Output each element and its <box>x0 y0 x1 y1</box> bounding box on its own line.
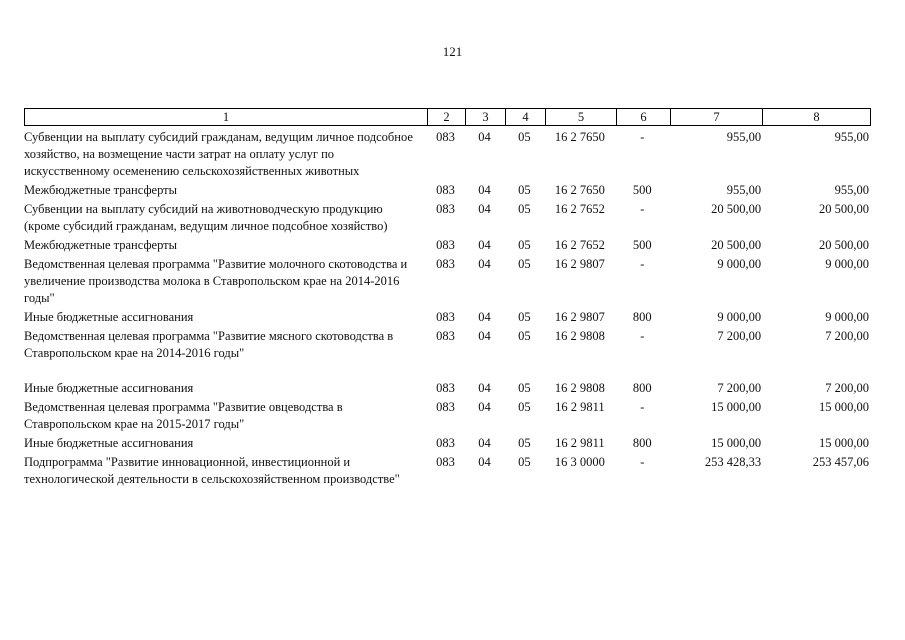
header-col-1: 1 <box>25 109 428 125</box>
row-name: Ведомственная целевая программа "Развитие молочного скотоводства и увеличение производства молока в Ставропольском крае на 2014-2016 годы" <box>24 257 408 305</box>
row-c6: - <box>640 400 645 414</box>
row-name: Межбюджетные трансферты <box>24 238 178 252</box>
row-c8: 9 000,00 <box>825 257 870 271</box>
row-c7: 955,00 <box>726 130 762 144</box>
page-number: 121 <box>442 44 463 59</box>
row-c3: 04 <box>478 436 491 450</box>
row-c4: 05 <box>518 329 531 343</box>
row-c2: 083 <box>436 257 455 271</box>
row-c4: 05 <box>518 238 531 252</box>
row-c6: 500 <box>632 238 652 252</box>
row-c8: 20 500,00 <box>819 202 870 216</box>
row-c4: 05 <box>518 381 531 395</box>
row-name: Иные бюджетные ассигнования <box>24 436 194 450</box>
table-row <box>24 380 869 397</box>
table-row <box>24 454 869 488</box>
table-row <box>24 309 869 326</box>
row-c6: 500 <box>632 183 652 197</box>
row-c2: 083 <box>436 329 455 343</box>
row-c8: 253 457,06 <box>812 455 870 469</box>
row-c5: 16 2 9808 <box>554 381 605 395</box>
row-c2: 083 <box>436 436 455 450</box>
row-c6: 800 <box>632 381 652 395</box>
header-col-7: 7 <box>671 109 763 125</box>
row-c3: 04 <box>478 310 491 324</box>
row-c4: 05 <box>518 183 531 197</box>
row-c2: 083 <box>436 238 455 252</box>
row-c5: 16 2 9807 <box>554 310 605 324</box>
row-c5: 16 2 7652 <box>554 202 605 216</box>
row-c6: - <box>640 329 645 343</box>
row-c3: 04 <box>478 257 491 271</box>
row-c6: 800 <box>632 310 652 324</box>
row-c2: 083 <box>436 310 455 324</box>
row-c8: 9 000,00 <box>825 310 870 324</box>
row-c8: 955,00 <box>834 183 870 197</box>
row-name: Субвенции на выплату субсидий гражданам, ведущим личное подсобное хозяйство, на возмещение части затрат на оплату услуг по искусственному осеменению сельскохозяйственных животных <box>24 130 413 178</box>
row-name: Ведомственная целевая программа "Развитие овцеводства в Ставропольском крае на 2015-2017 годы" <box>24 400 343 431</box>
header-col-6: 6 <box>617 109 671 125</box>
row-c8: 7 200,00 <box>825 381 870 395</box>
row-name: Ведомственная целевая программа "Развитие мясного скотоводства в Ставропольском крае на 2014-2016 годы" <box>24 329 394 360</box>
table-body <box>24 129 869 490</box>
row-name: Межбюджетные трансферты <box>24 183 178 197</box>
row-c4: 05 <box>518 257 531 271</box>
row-c7: 15 000,00 <box>711 400 762 414</box>
row-c4: 05 <box>518 436 531 450</box>
row-c3: 04 <box>478 238 491 252</box>
row-c3: 04 <box>478 130 491 144</box>
row-c2: 083 <box>436 183 455 197</box>
table-row <box>24 328 869 362</box>
row-c8: 20 500,00 <box>819 238 870 252</box>
row-name: Субвенции на выплату субсидий на животноводческую продукцию (кроме субсидий гражданам, ведущим личное подсобное хозяйство) <box>24 202 388 233</box>
row-c5: 16 2 9811 <box>555 400 605 414</box>
row-c7: 7 200,00 <box>717 329 762 343</box>
row-c5: 16 3 0000 <box>554 455 605 469</box>
row-c3: 04 <box>478 202 491 216</box>
row-c7: 9 000,00 <box>717 257 762 271</box>
table-row <box>24 435 869 452</box>
header-col-8: 8 <box>813 110 820 124</box>
row-c2: 083 <box>436 202 455 216</box>
row-c2: 083 <box>436 455 455 469</box>
row-c4: 05 <box>518 455 531 469</box>
header-col-3: 3 <box>466 109 506 125</box>
row-name: Иные бюджетные ассигнования <box>24 310 194 324</box>
row-c3: 04 <box>478 455 491 469</box>
row-c5: 16 2 7650 <box>554 130 605 144</box>
row-c5: 16 2 7652 <box>554 238 605 252</box>
row-c4: 05 <box>518 202 531 216</box>
row-c7: 253 428,33 <box>704 455 762 469</box>
row-c5: 16 2 9807 <box>554 257 605 271</box>
row-c2: 083 <box>436 130 455 144</box>
row-c4: 05 <box>518 400 531 414</box>
table-row <box>24 182 869 199</box>
table-row <box>24 256 869 307</box>
row-c6: - <box>640 257 645 271</box>
row-c7: 955,00 <box>726 183 762 197</box>
row-c7: 9 000,00 <box>717 310 762 324</box>
row-c3: 04 <box>478 183 491 197</box>
row-c7: 15 000,00 <box>711 436 762 450</box>
header-col-4: 4 <box>506 109 546 125</box>
row-spacer <box>24 364 869 380</box>
table-header <box>24 108 871 126</box>
row-c3: 04 <box>478 381 491 395</box>
row-c7: 7 200,00 <box>717 381 762 395</box>
row-c5: 16 2 7650 <box>554 183 605 197</box>
table-row <box>24 201 869 235</box>
row-c6: - <box>640 455 645 469</box>
row-c8: 955,00 <box>834 130 870 144</box>
header-col-5: 5 <box>546 109 617 125</box>
row-c3: 04 <box>478 329 491 343</box>
table-row <box>24 399 869 433</box>
row-c4: 05 <box>518 130 531 144</box>
row-c5: 16 2 9811 <box>555 436 605 450</box>
row-c6: 800 <box>632 436 652 450</box>
row-name: Подпрограмма "Развитие инновационной, инвестиционной и технологической деятельности в сельскохозяйственном производстве" <box>24 455 400 486</box>
row-c8: 15 000,00 <box>819 436 870 450</box>
row-c8: 7 200,00 <box>825 329 870 343</box>
table-row <box>24 237 869 254</box>
row-c7: 20 500,00 <box>711 202 762 216</box>
row-c7: 20 500,00 <box>711 238 762 252</box>
table-row <box>24 129 869 180</box>
header-col-2: 2 <box>428 109 466 125</box>
row-c5: 16 2 9808 <box>554 329 605 343</box>
row-name: Иные бюджетные ассигнования <box>24 381 194 395</box>
row-c2: 083 <box>436 400 455 414</box>
row-c3: 04 <box>478 400 491 414</box>
row-c8: 15 000,00 <box>819 400 870 414</box>
row-c4: 05 <box>518 310 531 324</box>
row-c2: 083 <box>436 381 455 395</box>
row-c6: - <box>640 202 645 216</box>
row-c6: - <box>640 130 645 144</box>
